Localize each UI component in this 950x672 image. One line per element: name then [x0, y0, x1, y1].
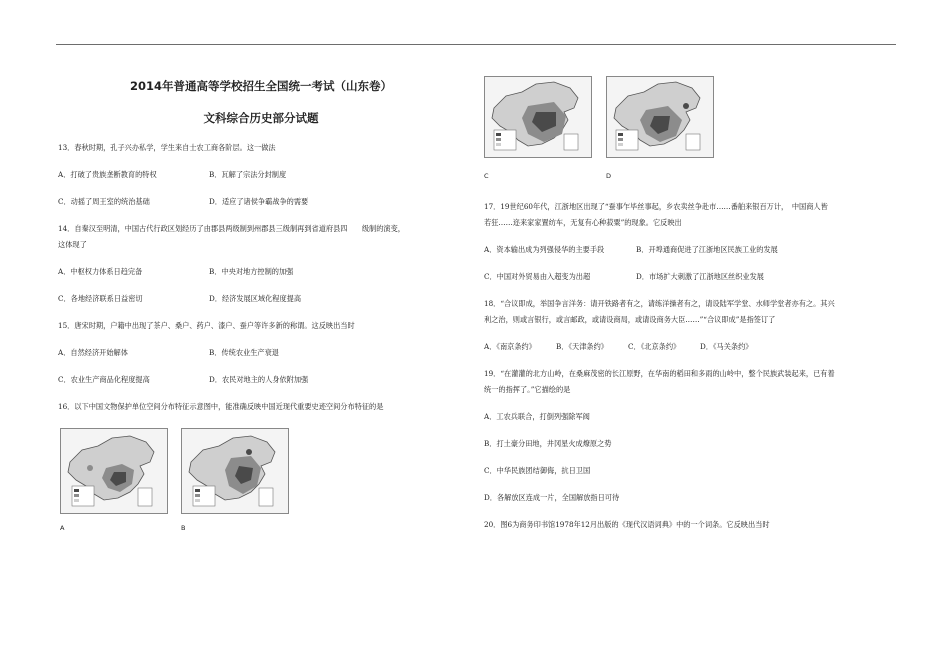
q19-option-c: C．中华民族团结御侮，抗日卫国 [484, 466, 591, 475]
q17-stem-line1: 17．19世纪60年代，江浙地区出现了“蚕事乍毕丝事起，乡农卖丝争赴市……番舶来银百万计， 中国商人皆 [484, 202, 828, 211]
q15-stem: 15．唐宋时期，户籍中出现了茶户、桑户、药户、漆户、蚕户等许多新的称谓。这反映出当时 [58, 321, 355, 330]
q15-option-b: B．传统农业生产衰退 [209, 348, 279, 357]
map-figure-a [60, 428, 168, 514]
exam-subtitle: 文科综合历史部分试题 [203, 111, 319, 125]
map-label-b: B [181, 524, 186, 532]
q19-option-d: D．各解放区连成一片，全国解放指日可待 [484, 493, 620, 502]
q13-stem: 13．春秋时期，孔子兴办私学，学生来自士农工商各阶层。这一做法 [58, 143, 276, 152]
q18-option-c: C．《北京条约》 [628, 342, 681, 351]
header-rule [56, 44, 896, 45]
q19-stem-line2: 统一的指挥了。”它描绘的是 [484, 385, 571, 394]
q13-option-d: D．适应了诸侯争霸战争的需要 [209, 197, 309, 206]
q15-option-a: A．自然经济开始解体 [58, 348, 128, 357]
q14-option-d: D．经济发展区域化程度提高 [209, 294, 302, 303]
q19-option-b: B．打土豪分田地，井冈星火成燎原之势 [484, 439, 612, 448]
map-figure-d [606, 76, 714, 158]
q18-option-a: A．《南京条约》 [484, 342, 536, 351]
q14-option-a: A．中枢权力体系日趋完备 [58, 267, 143, 276]
q17-option-d: D．市场扩大刺激了江浙地区丝织业发展 [636, 272, 764, 281]
map-figure-b [181, 428, 289, 514]
map-label-d: D [606, 172, 612, 180]
q18-stem-line2: 利之治，则或言银行，或言邮政，或请设商局，或请设商务大臣……”“合议即成”是指签订了 [484, 315, 776, 324]
map-label-a: A [60, 524, 65, 532]
q15-option-d: D．农民对地主的人身依附加强 [209, 375, 309, 384]
q14-stem-line2: 这体现了 [58, 240, 87, 249]
q13-option-b: B．瓦解了宗法分封制度 [209, 170, 287, 179]
q17-option-b: B．开埠通商促进了江浙地区民族工业的发展 [636, 245, 778, 254]
q15-option-c: C．农业生产商品化程度提高 [58, 375, 150, 384]
q14-option-b: B．中央对地方控制的加强 [209, 267, 294, 276]
q14-stem-line1: 14．自秦汉至明清，中国古代行政区划经历了由郡县两级制到州郡县三级制再到省道府县四 级制的演变， [58, 224, 405, 233]
q18-option-b: B．《天津条约》 [556, 342, 608, 351]
q13-option-a: A．打破了贵族垄断教育的特权 [58, 170, 157, 179]
q20-stem: 20．图6为商务印书馆1978年12月出版的《现代汉语词典》中的一个词条。它反映出当时 [484, 520, 770, 529]
q19-option-a: A．工农兵联合，打倒列强除军阀 [484, 412, 590, 421]
q13-option-c: C．动摇了周王室的统治基础 [58, 197, 150, 206]
q18-option-d: D．《马关条约》 [700, 342, 753, 351]
exam-title: 2014年普通高等学校招生全国统一考试（山东卷） [129, 79, 392, 93]
q17-option-c: C．中国对外贸易由入超变为出超 [484, 272, 591, 281]
map-label-c: C [484, 172, 489, 180]
q17-stem-line2: 若狂……迩来家家置纺车，无复有心种菽粟”的现象。它反映出 [484, 218, 682, 227]
q14-option-c: C．各地经济联系日益密切 [58, 294, 143, 303]
q16-stem: 16．以下中国文物保护单位空间分布特征示意图中，能准确反映中国近现代重要史迹空间分布特征的是 [58, 402, 384, 411]
q18-stem-line1: 18．“合议即成，举国争言洋务：请开铁路者有之，请练洋操者有之，请设陆军学堂、水师学堂者亦有之。其兴 [484, 299, 835, 308]
q17-option-a: A．资本输出成为列强侵华的主要手段 [484, 245, 605, 254]
map-figure-c [484, 76, 592, 158]
q19-stem-line1: 19．“在灌灌的北方山岭，在桑麻茂密的长江原野，在华南的稻田和多雨的山岭中，整个民族武装起来，已有着 [484, 369, 835, 378]
